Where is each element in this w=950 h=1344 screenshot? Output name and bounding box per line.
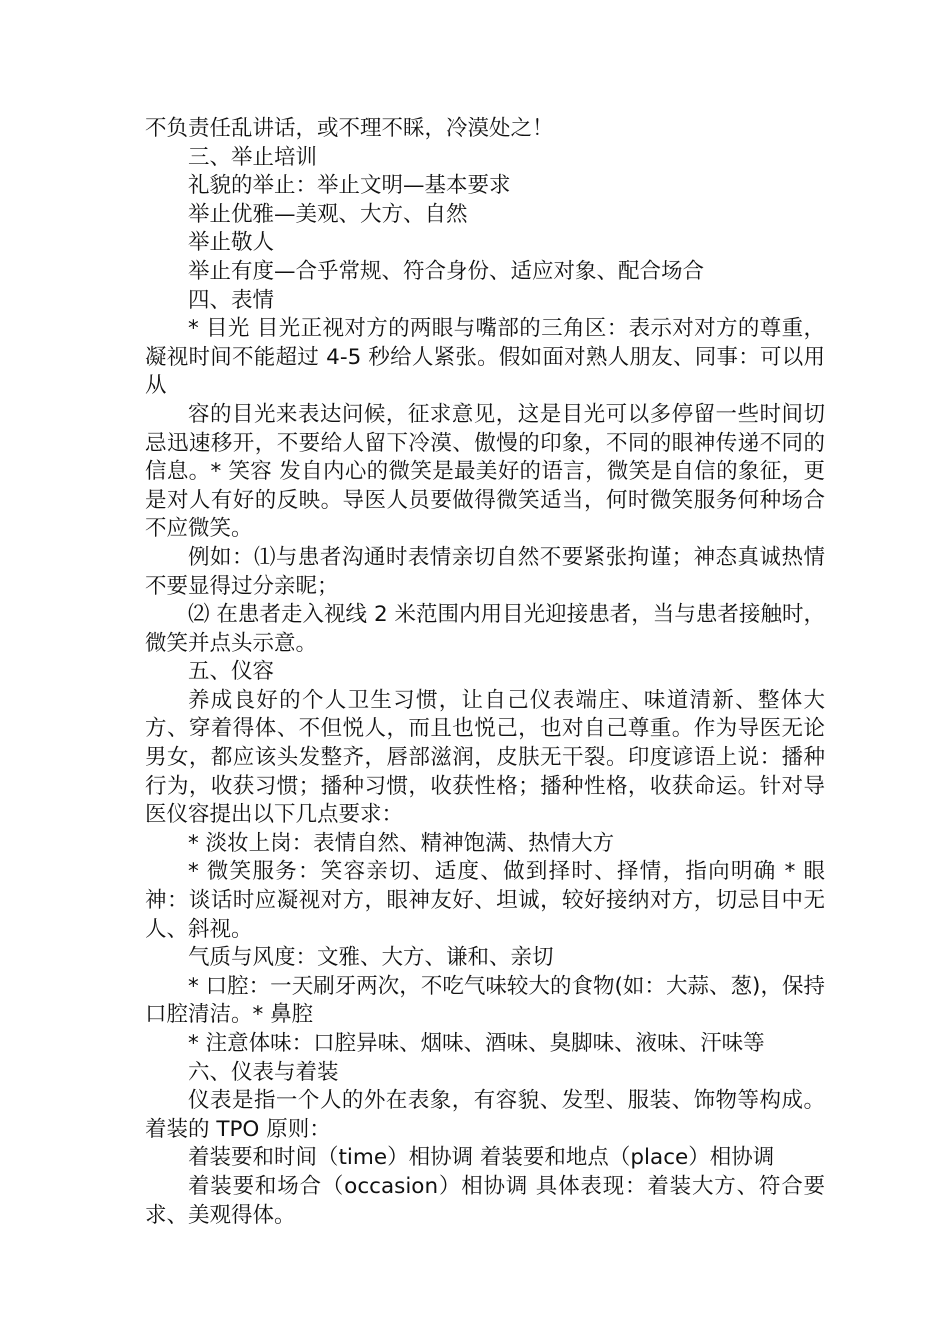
paragraph: * 目光 目光正视对方的两眼与嘴部的三角区：表示对对方的尊重，凝视时间不能超过 4-5 秒给人紧张。假如面对熟人朋友、同事：可以用从: [145, 316, 825, 399]
paragraph: 着装要和场合（occasion）相协调 具体表现：着装大方、符合要求、美观得体。: [145, 1173, 825, 1228]
section-heading: 四、表情: [188, 287, 275, 313]
paragraph: 礼貌的举止：举止文明—基本要求: [188, 173, 511, 199]
paragraph: 不负责任乱讲话，或不理不睬，冷漠处之！: [145, 116, 554, 141]
paragraph: 例如：⑴与患者沟通时表情亲切自然不要紧张拘谨；神态真诚热情不要显得过分亲昵；: [145, 544, 825, 599]
paragraph: 养成良好的个人卫生习惯，让自己仪表端庄、味道清新、整体大方、穿着得体、不但悦人，而且也悦己，也对自己尊重。作为导医无论男女，都应该头发整齐，唇部滋润，皮肤无干裂。印度谚语上说：播种行为，收获习惯；播种习惯，收获性格；播种性格，收获命运。针对导医仪容提出以下几点要求：: [145, 687, 825, 828]
paragraph: * 注意体味：口腔异味、烟味、酒味、臭脚味、液味、汗味等: [188, 1031, 765, 1056]
paragraph: 举止优雅—美观、大方、自然: [188, 201, 468, 227]
paragraph: 举止有度—合乎常规、符合身份、适应对象、配合场合: [188, 258, 705, 284]
paragraph: 着装要和时间（time）相协调 着装要和地点（place）相协调: [188, 1145, 775, 1171]
section-heading: 六、仪表与着装: [188, 1059, 339, 1085]
paragraph: 举止敬人: [188, 230, 275, 256]
paragraph: * 微笑服务：笑容亲切、适度、做到择时、择情，指向明确 * 眼神：谈话时应凝视对方，眼神友好、坦诚，较好接纳对方，切忌目中无人、斜视。: [145, 859, 825, 942]
document-body: [145, 115, 825, 1230]
section-heading: 三、举止培训: [188, 144, 318, 170]
paragraph: * 口腔：一天刷牙两次，不吃气味较大的食物(如：大蒜、葱)，保持口腔清洁。* 鼻腔: [145, 973, 825, 1028]
paragraph: ⑵ 在患者走入视线 2 米范围内用目光迎接患者，当与患者接触时，微笑并点头示意。: [145, 602, 825, 656]
paragraph: * 淡妆上岗：表情自然、精神饱满、热情大方: [188, 830, 615, 856]
paragraph: 容的目光来表达问候，征求意见，这是目光可以多停留一些时间切忌迅速移开，不要给人留下冷漠、傲慢的印象，不同的眼神传递不同的信息。* 笑容 发自内心的微笑是最美好的语言，微笑是自信的象征，更是对人有好的反映。导医人员要做得微笑适当，何时微笑服务何种场合不应微笑。: [145, 401, 825, 542]
paragraph: 气质与风度：文雅、大方、谦和、亲切: [188, 945, 554, 971]
section-heading: 五、仪容: [188, 659, 275, 685]
paragraph: 仪表是指一个人的外在表象，有容貌、发型、服装、饰物等构成。着装的 TPO 原则：: [145, 1088, 825, 1142]
